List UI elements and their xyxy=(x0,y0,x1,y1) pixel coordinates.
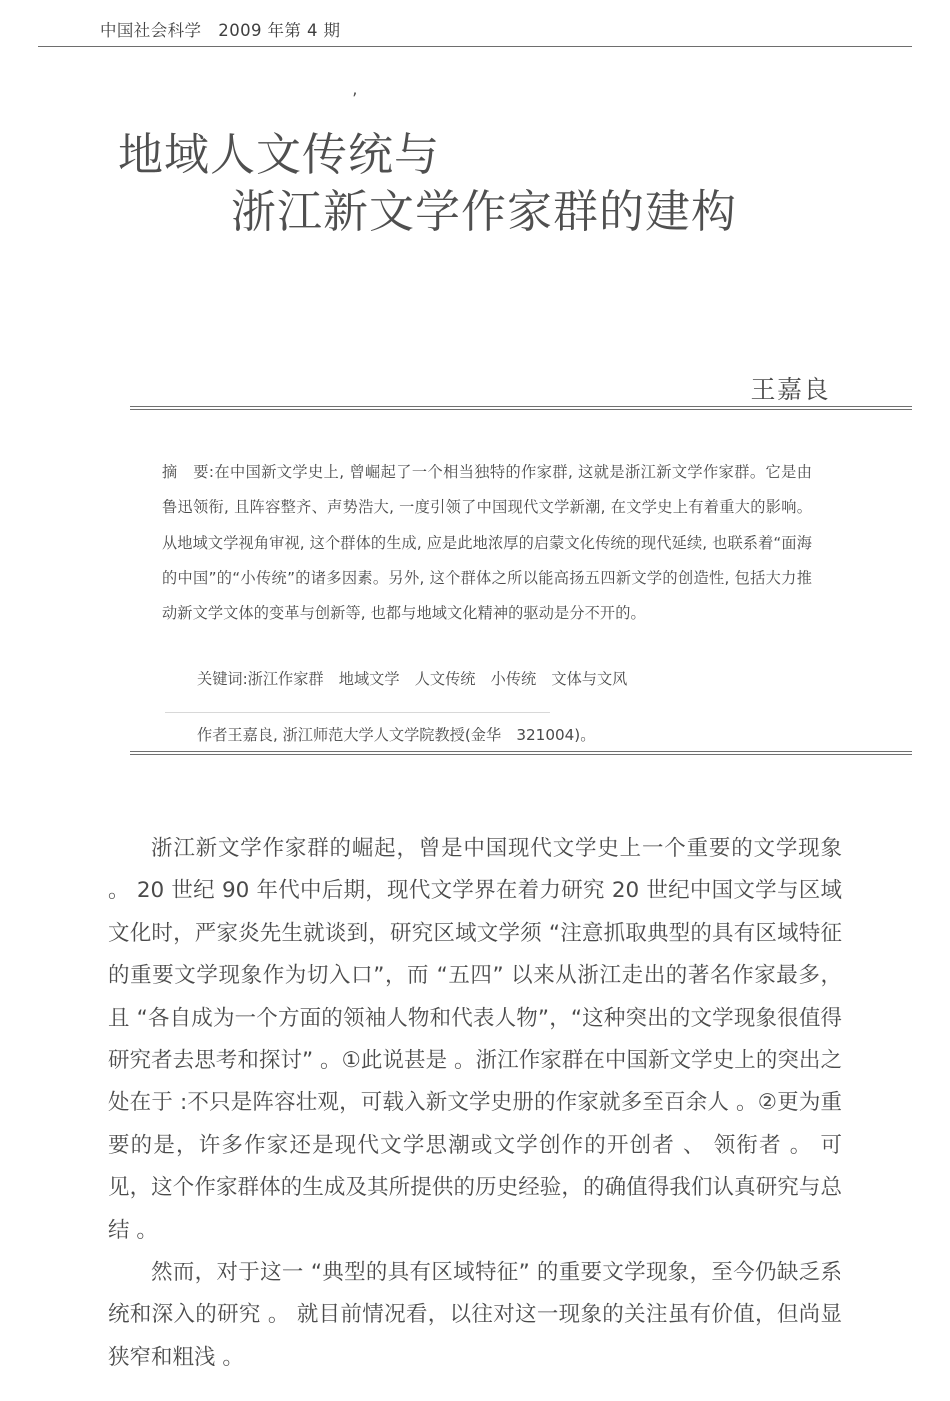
author-name: 王嘉良 xyxy=(750,375,830,404)
article-body xyxy=(108,828,842,1379)
affiliation-separator-rule xyxy=(165,712,550,713)
body-paragraph-1: 浙江新文学作家群的崛起，曾是中国现代文学史上一个重要的文学现象 。 20 世纪 90 年代中后期，现代文学界在着力研究 20 世纪中国文学与区域文化时，严家炎先生就谈到，研究区域文学须 “注意抓取典型的具有区域特征的重要文学现象作为切入口”，而 “五四” 以来从浙江走出的著名作家最多，且 “各自成为一个方面的领袖人物和代表人物”，“这种突出的文学现象很值得研究者去思考和探讨” 。①此说甚是 。浙江作家群在中国新文学史上的突出之处在于 :不只是阵容壮观，可载入新文学史册的作家就多至百余人 。②更为重要的是，许多作家还是现代文学思潮或文学创作的开创者 、 领衔者 。 可见，这个作家群体的生成及其所提供的历史经验，的确值得我们认真研究与总结 。 xyxy=(108,836,842,1243)
author-double-rule xyxy=(130,406,912,410)
body-paragraph-2: 然而，对于这一 “典型的具有区域特征” 的重要文学现象，至今仍缺乏系统和深入的研究 。 就目前情况看，以往对这一现象的关注虽有价值，但尚显狭窄和粗浅 。 xyxy=(108,1260,842,1370)
running-head: 中国社会科学 2009 年第 4 期 xyxy=(100,21,341,40)
abstract-label: 摘 要: xyxy=(162,463,215,481)
title-superscript-mark: ’ xyxy=(352,90,358,110)
keywords-line: 关键词:浙江作家群 地域文学 人文传统 小传统 文体与文风 xyxy=(197,670,628,688)
abstract-block xyxy=(162,455,812,631)
header-rule xyxy=(38,46,912,47)
abstract-text: 在中国新文学史上, 曾崛起了一个相当独特的作家群, 这就是浙江新文学作家群。它是由鲁迅领衔, 且阵容整齐、声势浩大, 一度引领了中国现代文学新潮, 在文学史上有着重大的影响。从地域文学视角审视, 这个群体的生成, 应是此地浓厚的启蒙文化传统的现代延续, 也联系着“面海的中国”的“小传统”的诸多因素。另外, 这个群体之所以能高扬五四新文学的创造性, 包括大力推动新文学文体的变革与创新等, 也都与地域文化精神的驱动是分不开的。 xyxy=(162,463,812,623)
article-title xyxy=(0,126,950,240)
article-title-line-2: 浙江新文学作家群的建构 xyxy=(231,185,738,239)
article-title-line-1: 地域人文传统与 xyxy=(118,128,441,181)
affiliation-double-rule xyxy=(130,751,912,755)
author-affiliation: 作者王嘉良, 浙江师范大学人文学院教授(金华 321004)。 xyxy=(197,726,596,744)
